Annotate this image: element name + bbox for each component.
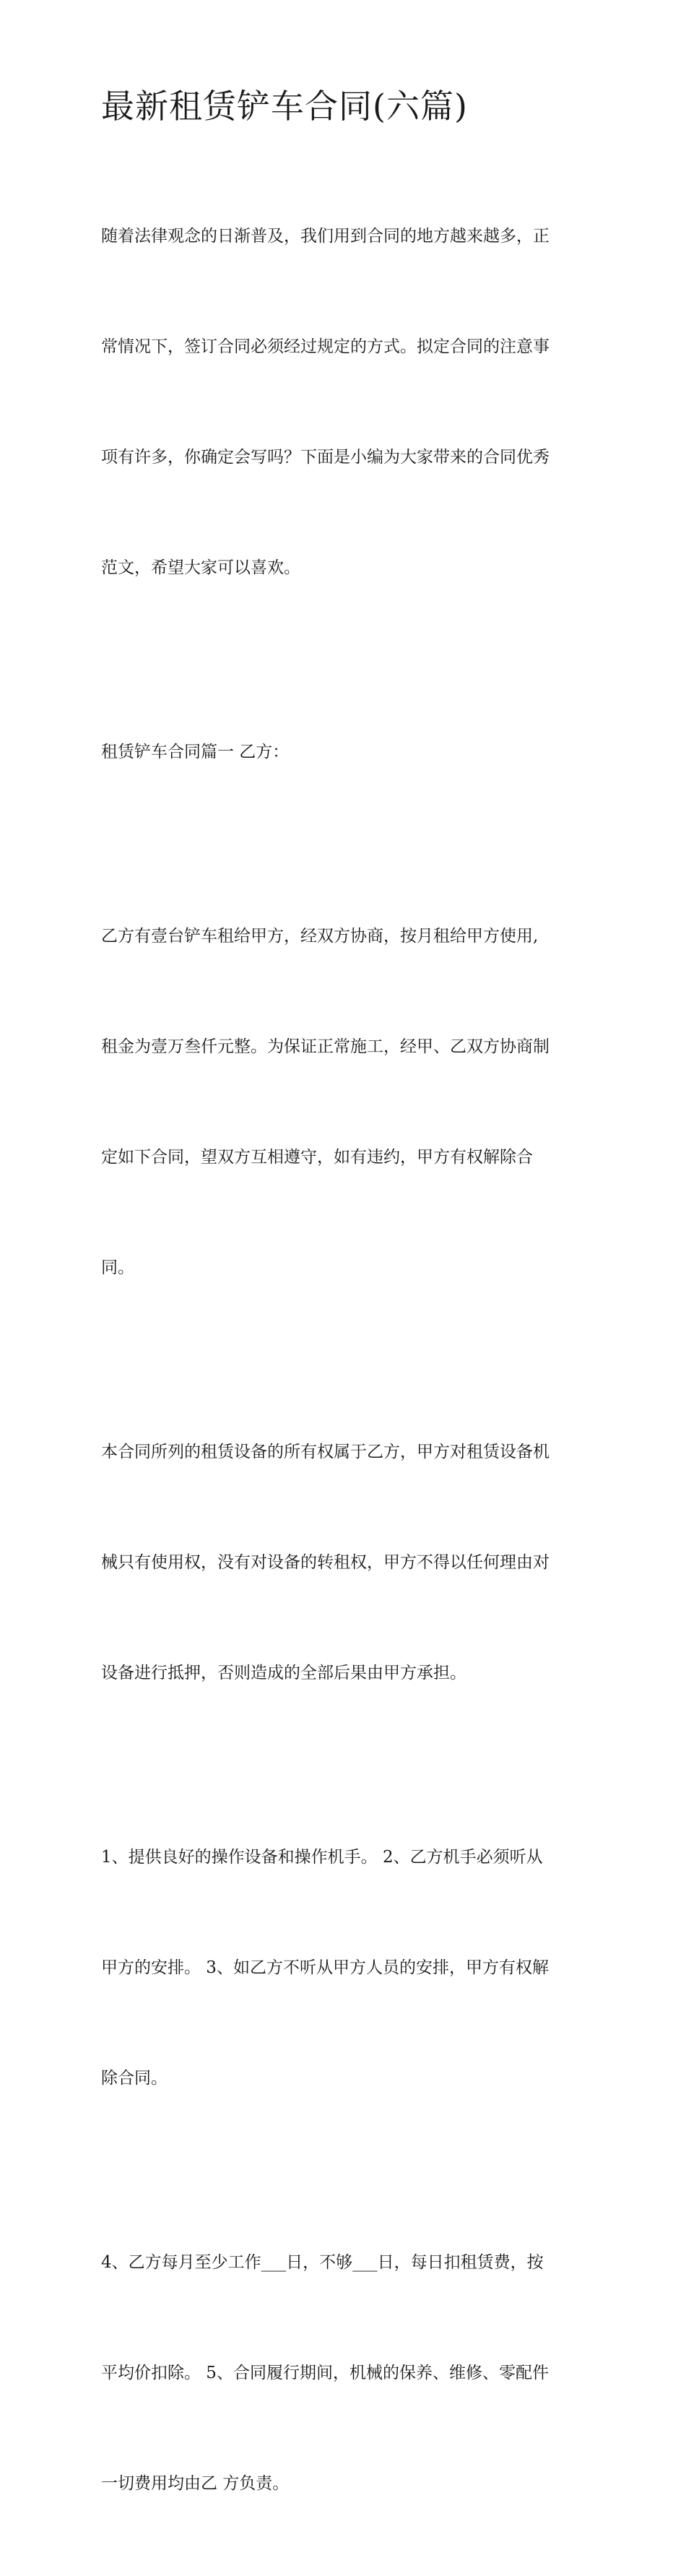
paragraph-line: 设备进行抵押，否则造成的全部后果由甲方承担。 [101,1664,466,1682]
paragraph-line: 本合同所列的租赁设备的所有权属于乙方，甲方对租赁设备机 [101,1443,550,1461]
paragraph-lease-terms [101,844,592,1360]
paragraph-line: 除合同。 [101,2069,168,2088]
paragraph-line: 乙方有壹台铲车租给甲方，经双方协商，按月租给甲方使用, [101,927,539,946]
paragraph-line: 项有许多，你确定会写吗？下面是小编为大家带来的合同优秀 [101,448,550,467]
paragraph-line: 定如下合同，望双方互相遵守，如有违约，甲方有权解除合 [101,1148,533,1167]
paragraph-line: 范文，希望大家可以喜欢。 [101,558,300,577]
document-page [101,81,592,2576]
paragraph-intro [101,144,592,660]
paragraph-line: 租赁铲车合同篇一 乙方： [101,743,290,761]
paragraph-line: 4、乙方每月至少工作___日，不够___日，每日扣租赁费，按 [101,2253,544,2272]
paragraph-line: 常情况下，签订合同必须经过规定的方式。拟定合同的注意事 [101,337,550,356]
paragraph-line: 平均价扣除。 5、合同履行期间，机械的保养、维修、零配件 [101,2364,549,2382]
paragraph-line: 械只有使用权，没有对设备的转租权，甲方不得以任何理由对 [101,1553,550,1572]
paragraph-line: 甲方的安排。 3、如乙方不听从甲方人员的安排，甲方有权解 [101,1958,549,1977]
paragraph-clauses-4-5 [101,2171,592,2576]
paragraph-ownership [101,1360,592,1765]
paragraph-line: 随着法律观念的日渐普及，我们用到合同的地方越来越多，正 [101,227,550,246]
paragraph-clauses-1-3 [101,1765,592,2171]
paragraph-line: 一切费用均由乙 方负责。 [101,2474,290,2493]
section-heading [101,660,592,844]
paragraph-line: 同。 [101,1258,134,1277]
paragraph-line: 1、提供良好的操作设备和操作机手。 2、乙方机手必须听从 [101,1848,543,1867]
paragraph-line: 租金为壹万叁仟元整。为保证正常施工，经甲、乙双方协商制 [101,1037,550,1056]
document-title: 最新租赁铲车合同(六篇) [101,87,468,126]
